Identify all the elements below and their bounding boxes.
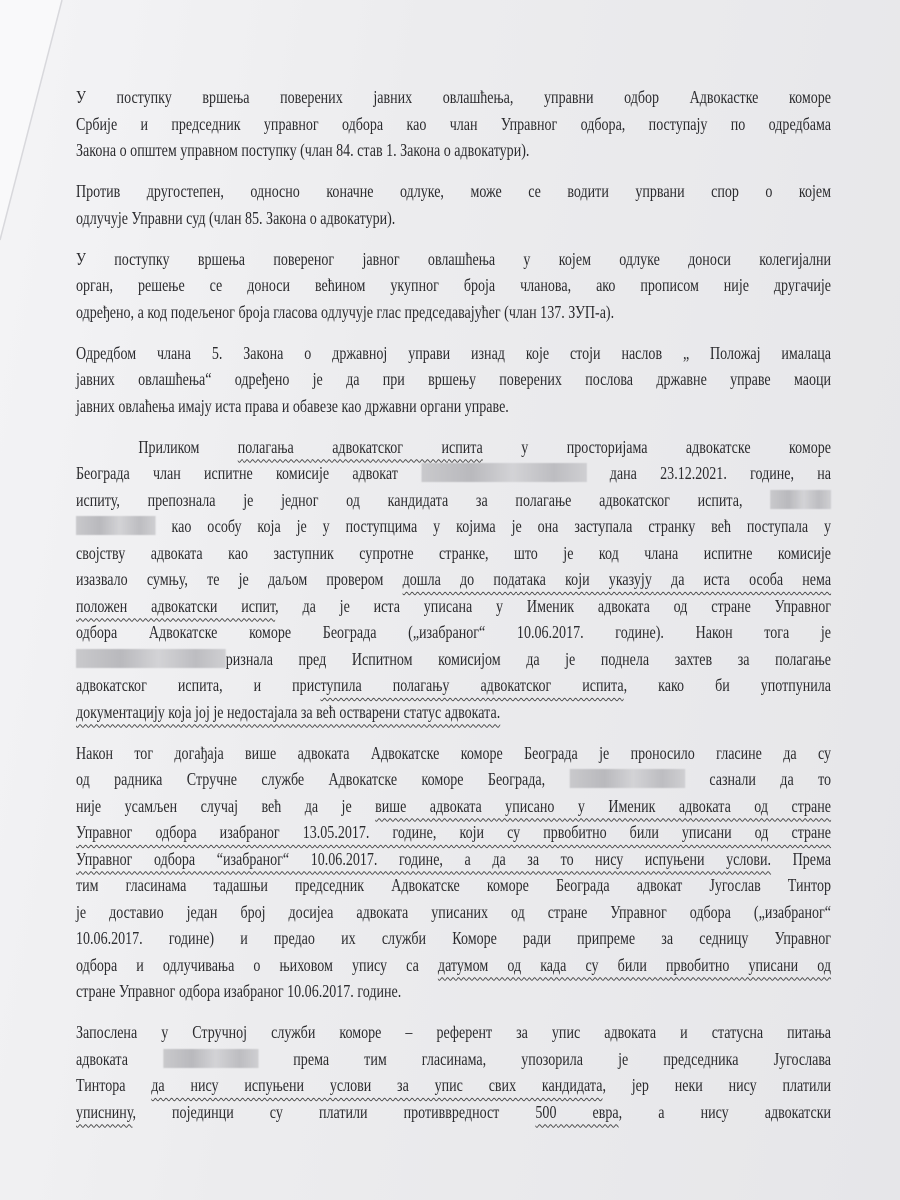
text-line [76,84,831,111]
text-segment: Одредбом члана 5. Закона о државној управи изнад које стоји наслов „ Положај ималаца [76,342,832,363]
redacted-name-blur [421,463,586,482]
text-segment: ризнала пред Испитном комисијом да је поднела захтев за полагање [225,648,832,669]
text-segment: Закона о општем управном поступку (члан 84. став 1. Закона о адвокатури). [76,140,530,160]
text-line [76,619,831,646]
text-line [76,205,831,232]
text-segment: Према [771,848,832,869]
text-line [76,1072,831,1099]
text-line [76,434,831,461]
text-segment: , јер неки нису платили [602,1075,832,1095]
paragraph [76,246,831,326]
text-segment: одбора Адвокатске коморе Београда („изабраног“ 10.06.2017. године). Након тога је [76,622,832,642]
text-line [76,299,831,326]
text-segment: У поступку вршења повереног јавног овлашћења у којем одлуке доноси колегијални [76,248,832,269]
text-segment: , како би употпунила [623,675,832,695]
text-segment: У поступку вршења поверених јавних овлашћења, управни одбор Адвокастке коморе [76,87,832,107]
text-segment: изазвало сумњу, те је даљом провером [76,569,403,589]
text-segment: одређено, а код подељеног броја гласова одлучује глас председавајућег (члан 137. ЗУП-а). [76,301,615,322]
text-segment: Након тог догађаја више адвоката Адвокатске коморе Београда је проносило гласине да су [76,742,832,763]
text-line [76,513,831,540]
handwritten-underline-text: Управног одбора “изабраног“ 10.06.2017. године, а да за то нису испуњени услови. [76,848,772,869]
handwritten-underline-text: Управног одбора изабраног 13.05.2017. године, који су првобитно били уписани од стране [76,822,832,842]
text-segment: , да је иста уписана у Именик адвоката од стране Управног [275,595,832,616]
text-segment: Запослена у Стручној служби коморе – референт за упис адвоката и статусна питања [76,1022,832,1042]
text-line [76,846,831,873]
text-segment: Тинтора [76,1075,152,1095]
text-segment: је доставио један број досијеа адвоката уписаних од стране Управног одбора („изабраног“ [76,901,832,922]
text-segment: испиту, препознала је једног од кандидата за полагање адвокатског испита, [76,489,771,510]
text-line [76,740,831,767]
text-segment: , а нису адвокатски [618,1101,832,1122]
handwritten-underline-text: положен адвокатски испит [76,595,276,616]
text-line [76,366,831,393]
redacted-name-blur [76,649,226,668]
paragraph [76,1019,831,1125]
text-segment: дана 23.12.2021. године, на [586,463,832,483]
text-line [76,899,831,926]
text-line [76,978,831,1005]
handwritten-underline-text: уписнину [76,1101,133,1122]
redacted-name-blur [76,516,156,535]
text-line [76,766,831,793]
text-line [76,952,831,979]
text-line [76,340,831,367]
redacted-name-blur [770,490,831,509]
text-segment: од радника Стручне службе Адвокатске коморе Београда, [76,769,570,789]
text-line [76,566,831,593]
paragraph [76,340,831,420]
handwritten-underline-text: дошла до података који указују да иста особа нема [402,569,832,589]
text-segment: према тим гласинама, упозорила је председника Југослава [258,1048,832,1069]
text-segment: сазнали да то [684,769,832,789]
text-line [76,137,831,164]
text-segment: јавних овлаћења имају иста права и обавезе као државни органи управе. [76,395,509,416]
text-line [76,246,831,273]
text-line [76,1046,831,1073]
text-segment: Против другостепен, односно коначне одлуке, може се водити упрвани спор о којем [76,181,832,201]
text-line [76,540,831,567]
text-line [76,487,831,514]
text-line [76,593,831,620]
paragraph [76,740,831,1005]
text-line [76,925,831,952]
text-line [76,393,831,420]
text-segment: јавних овлашћења“ одређено је да при вршењу поверених послова државне управе маоци [76,369,832,389]
text-segment: Србије и председник управног одбора као члан Управног одбора, поступају по одредбама [76,113,832,134]
text-line [76,1019,831,1046]
text-segment: одбора и одлучивања о њиховом упису са [76,954,438,975]
paragraph [76,84,831,164]
text-segment: 10.06.2017. године) и предао их служби Коморе ради припреме за седницу Управног [76,928,832,948]
text-line [76,272,831,299]
text-segment: Београда члан испитне комисије адвокат [76,463,422,483]
handwritten-underline-text: полагања адвокатског испита [237,436,483,457]
redacted-name-blur [569,769,684,788]
paragraph [76,178,831,231]
text-segment: није усамљен случај већ да је [76,795,376,816]
handwritten-underline-text: датумом од када су били првобитно уписани од [437,954,832,975]
paragraph [76,434,831,726]
text-segment: тим гласинама тадашњи председник Адвокатске коморе Београда адвокат Југослав Тинтор [76,875,832,895]
text-segment: стране Управног одбора изабраног 10.06.2017. године. [76,981,402,1001]
text-line [76,646,831,673]
handwritten-underline-text: више адвоката уписано у Именик адвоката од стране [375,795,832,816]
handwritten-underline-text: да нису испуњени услови за упис свих кандидата [151,1075,603,1095]
text-segment: својству адвоката као заступник супротне странке, што је код члана испитне комисије [76,542,832,563]
redacted-name-blur [163,1049,258,1068]
text-segment: орган, решење се доноси већином укупног броја чланова, ако прописом није другачије [76,275,832,295]
handwritten-underline-text: 500 евра [535,1101,619,1122]
text-line [76,460,831,487]
text-segment: у просторијама адвокатске коморе [482,436,832,457]
text-line [76,672,831,699]
text-segment: као особу која је у поступцима у којима је она заступала странку већ поступала у [155,516,832,536]
text-segment: , појединци су платили противвредност [132,1101,536,1122]
text-line [76,872,831,899]
text-line [76,1099,831,1126]
text-line [76,699,831,726]
text-segment: Приликом [138,436,238,457]
document-body [76,84,831,1140]
handwritten-underline-text: тупила полагању адвокатског испита [320,675,624,695]
text-segment: адвокатског испита, и прис [76,675,321,695]
text-line [76,793,831,820]
text-line [76,819,831,846]
handwritten-underline-text: документацију која јој је недостајала за већ остварени статус адвоката. [76,701,501,722]
text-segment: адвоката [76,1048,164,1069]
text-line [76,111,831,138]
text-segment: одлучује Управни суд (члан 85. Закона о адвокатури). [76,207,396,228]
text-line [76,178,831,205]
